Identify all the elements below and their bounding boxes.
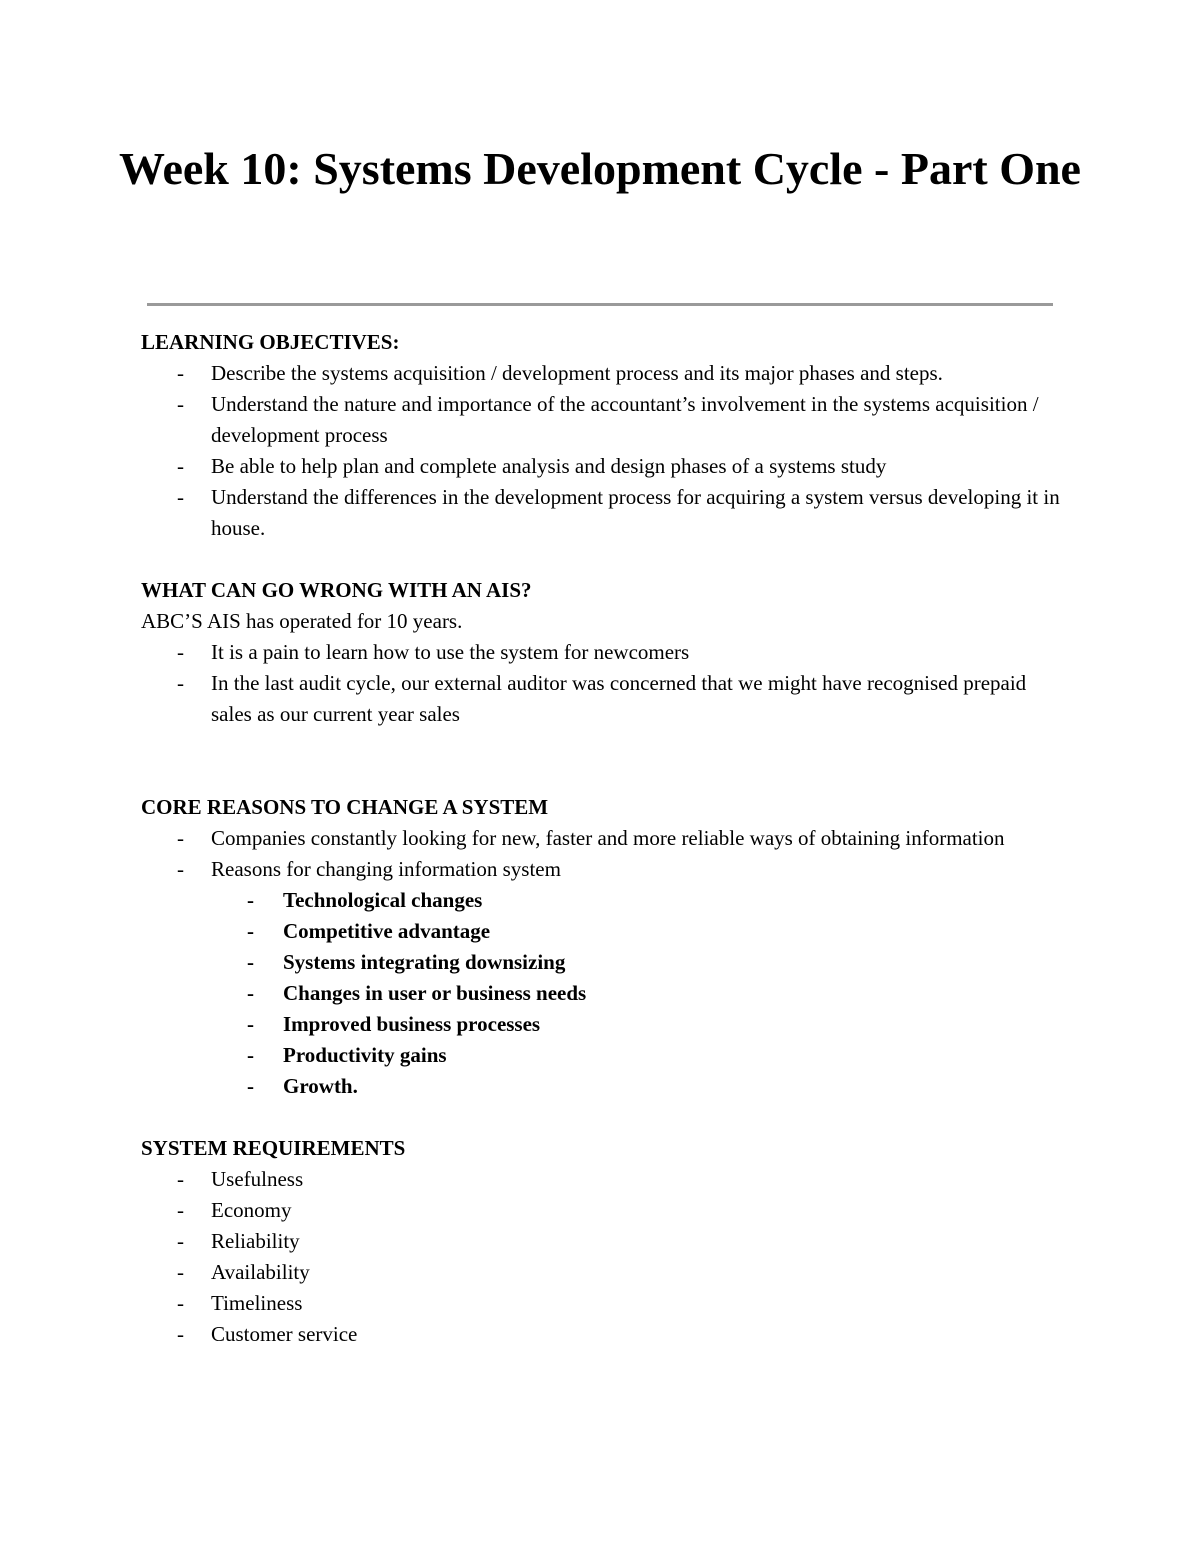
list-item: - Understand the nature and importance of the accountant’s involvement in the systems acquisition / development process	[141, 389, 1061, 451]
section-what-can-go-wrong	[141, 575, 1061, 730]
sub-list-item: - Growth.	[141, 1071, 1061, 1102]
reasons-sub-list	[141, 885, 1061, 1102]
requirements-list	[141, 1164, 1061, 1350]
sub-list-item: - Changes in user or business needs	[141, 978, 1061, 1009]
section-learning-objectives	[141, 327, 1061, 544]
sub-list-item: - Improved business processes	[141, 1009, 1061, 1040]
document-body	[141, 327, 1061, 1350]
section-heading: CORE REASONS TO CHANGE A SYSTEM	[141, 795, 549, 819]
list-item: - Reasons for changing information system	[141, 854, 1061, 885]
horizontal-divider	[147, 303, 1053, 306]
sub-list-item: - Systems integrating downsizing	[141, 947, 1061, 978]
list-item: - In the last audit cycle, our external auditor was concerned that we might have recognised prepaid sales as our current year sales	[141, 668, 1061, 730]
sub-list-item: - Technological changes	[141, 885, 1061, 916]
issues-list	[141, 637, 1061, 730]
section-system-requirements	[141, 1133, 1061, 1350]
list-item: - Be able to help plan and complete analysis and design phases of a systems study	[141, 451, 1061, 482]
objectives-list	[141, 358, 1061, 544]
list-item: - Describe the systems acquisition / development process and its major phases and steps.	[141, 358, 1061, 389]
sub-list-item: - Productivity gains	[141, 1040, 1061, 1071]
list-item: - Customer service	[141, 1319, 1061, 1350]
section-heading: SYSTEM REQUIREMENTS	[141, 1136, 406, 1160]
section-intro: ABC’S AIS has operated for 10 years.	[141, 609, 463, 633]
list-item: - Companies constantly looking for new, faster and more reliable ways of obtaining information	[141, 823, 1061, 854]
list-item: - Timeliness	[141, 1288, 1061, 1319]
reasons-list	[141, 823, 1061, 885]
list-item: - Reliability	[141, 1226, 1061, 1257]
list-item: - Availability	[141, 1257, 1061, 1288]
list-item: - Economy	[141, 1195, 1061, 1226]
section-heading: WHAT CAN GO WRONG WITH AN AIS?	[141, 578, 532, 602]
list-item: - It is a pain to learn how to use the system for newcomers	[141, 637, 1061, 668]
section-heading: LEARNING OBJECTIVES:	[141, 330, 400, 354]
list-item: - Usefulness	[141, 1164, 1061, 1195]
page-title: Week 10: Systems Development Cycle - Part One	[119, 143, 1081, 194]
list-item: - Understand the differences in the development process for acquiring a system versus developing it in house.	[141, 482, 1061, 544]
section-core-reasons	[141, 792, 1061, 1102]
sub-list-item: - Competitive advantage	[141, 916, 1061, 947]
